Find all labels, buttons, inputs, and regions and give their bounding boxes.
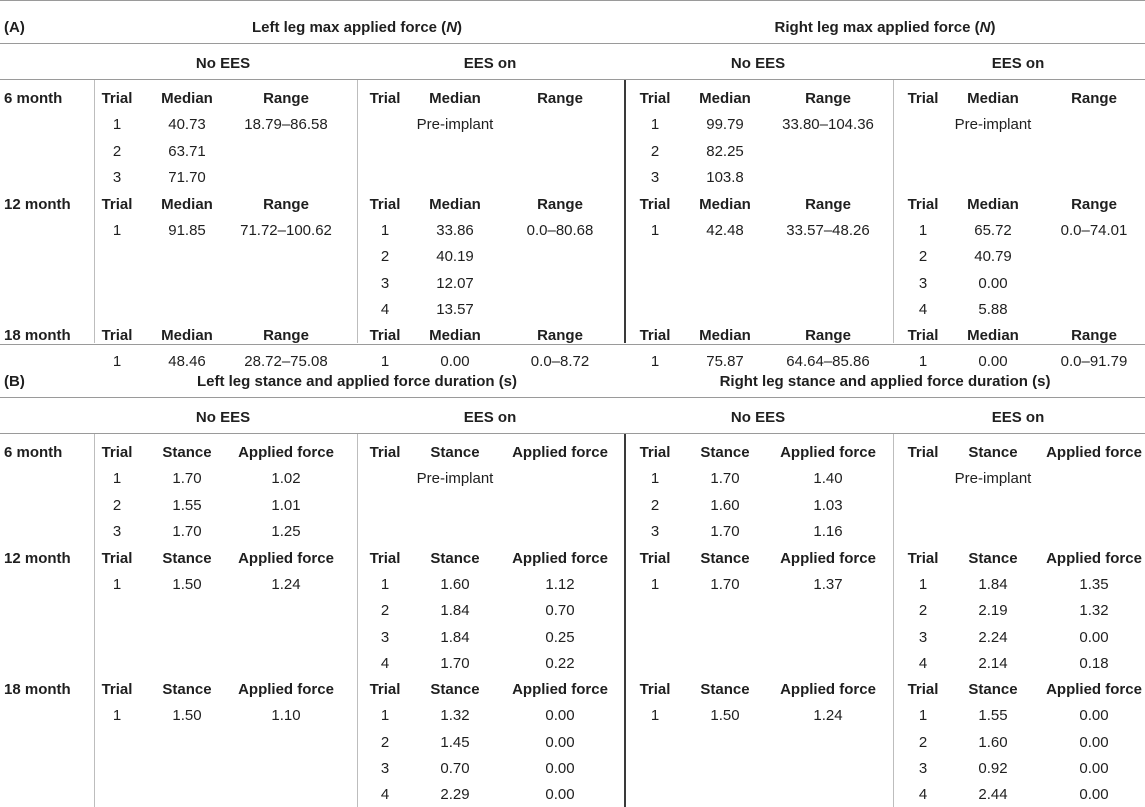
table-cell: 1.40 xyxy=(813,470,843,488)
table-cell: 3 xyxy=(650,522,660,540)
left-leg-title-part: Left leg max applied force ( xyxy=(251,19,447,36)
pre-implant-note: Pre-implant xyxy=(416,470,494,488)
table-cell: 1.84 xyxy=(440,602,470,620)
table-cell: 3 xyxy=(650,168,660,186)
column-header: Median xyxy=(699,90,751,107)
column-header: Applied force xyxy=(512,681,608,699)
column-header: Range xyxy=(537,195,583,213)
table-cell: 0.0–8.72 xyxy=(530,353,590,371)
table-cell: 1.03 xyxy=(813,496,843,514)
group-label: No EES xyxy=(730,409,786,426)
table-cell: 1.70 xyxy=(710,522,740,540)
table-cell: 1.01 xyxy=(271,496,301,514)
column-header: Stance xyxy=(700,549,750,567)
table-cell: 5.88 xyxy=(978,300,1008,318)
group-label: EES on xyxy=(463,409,517,426)
column-header: Median xyxy=(161,327,213,345)
column-header: Trial xyxy=(101,327,133,345)
table-cell: 71.70 xyxy=(168,168,206,186)
pre-implant-note: Pre-implant xyxy=(954,116,1032,134)
column-header: Stance xyxy=(162,681,212,699)
table-cell: 75.87 xyxy=(706,353,744,371)
column-header: Median xyxy=(699,195,751,213)
table-cell: 1.16 xyxy=(813,522,843,540)
group-label: No EES xyxy=(195,409,251,426)
table-cell: 99.79 xyxy=(706,116,744,134)
table-cell: 2.29 xyxy=(440,786,470,804)
column-header: Range xyxy=(537,327,583,345)
table-cell: 12.07 xyxy=(436,274,474,292)
column-header: Trial xyxy=(369,195,401,213)
section-divider-rule xyxy=(0,344,1145,345)
column-divider xyxy=(624,434,626,807)
column-header: Range xyxy=(805,90,851,107)
table-cell: 18.79–86.58 xyxy=(244,116,328,134)
table-cell: 1 xyxy=(650,116,660,134)
table-cell: 1 xyxy=(112,575,122,593)
table-cell: 0.0–91.79 xyxy=(1060,353,1128,371)
column-divider xyxy=(357,80,358,343)
table-cell: 3 xyxy=(112,522,122,540)
table-cell: 1.02 xyxy=(271,470,301,488)
table-cell: 1 xyxy=(918,353,928,371)
table-cell: 4 xyxy=(380,300,390,318)
column-header: Stance xyxy=(968,681,1018,699)
column-header: Stance xyxy=(430,444,480,461)
period-label: 12 month xyxy=(4,549,71,567)
column-header: Trial xyxy=(101,681,133,699)
column-header: Stance xyxy=(162,549,212,567)
table-cell: 1.55 xyxy=(172,496,202,514)
right-leg-title-part: N xyxy=(979,19,991,36)
table-cell: 0.00 xyxy=(1079,733,1109,751)
table-cell: 1.50 xyxy=(172,707,202,725)
table-cell: 1.10 xyxy=(271,707,301,725)
table-cell: 1.50 xyxy=(172,575,202,593)
column-header: Trial xyxy=(907,90,939,107)
column-header: Trial xyxy=(101,549,133,567)
period-label: 12 month xyxy=(4,195,71,213)
table-cell: 91.85 xyxy=(168,221,206,239)
table-cell: 0.00 xyxy=(978,353,1008,371)
table-cell: 0.00 xyxy=(440,353,470,371)
column-header: Trial xyxy=(369,444,401,461)
column-header: Range xyxy=(263,195,309,213)
right-leg-title xyxy=(775,19,996,37)
table-cell: 2.14 xyxy=(978,654,1008,672)
column-header: Trial xyxy=(907,681,939,699)
pre-implant-note: Pre-implant xyxy=(416,116,494,134)
left-leg-title xyxy=(252,19,462,37)
table-cell: 0.92 xyxy=(978,760,1008,777)
right-leg-title: Right leg stance and applied force duration (s) xyxy=(719,373,1051,390)
column-header: Applied force xyxy=(1046,549,1142,567)
table-cell: 1.24 xyxy=(813,707,843,725)
table-cell: 1.55 xyxy=(978,707,1008,725)
column-header: Median xyxy=(429,90,481,107)
column-divider xyxy=(893,80,894,343)
table-cell: 3 xyxy=(380,628,390,646)
table-cell: 1.12 xyxy=(545,575,575,593)
table-cell: 0.00 xyxy=(978,274,1008,292)
table-cell: 1 xyxy=(112,707,122,725)
table-cell: 2 xyxy=(380,602,390,620)
group-label: No EES xyxy=(195,55,251,72)
table-cell: 1.84 xyxy=(440,628,470,646)
table-cell: 4 xyxy=(380,654,390,672)
table-cell: 3 xyxy=(380,274,390,292)
table-cell: 1 xyxy=(650,353,660,371)
column-header: Applied force xyxy=(780,681,876,699)
column-header: Range xyxy=(1071,327,1117,345)
column-header: Median xyxy=(429,195,481,213)
column-header: Range xyxy=(1071,90,1117,107)
table-cell: 0.00 xyxy=(545,733,575,751)
table-cell: 1 xyxy=(112,221,122,239)
table-cell: 4 xyxy=(918,654,928,672)
table-cell: 0.22 xyxy=(545,654,575,672)
column-header: Trial xyxy=(101,195,133,213)
table-cell: 3 xyxy=(380,760,390,777)
table-cell: 1.84 xyxy=(978,575,1008,593)
column-divider xyxy=(94,434,95,807)
table-cell: 1.70 xyxy=(710,470,740,488)
column-header: Trial xyxy=(907,549,939,567)
column-header: Trial xyxy=(639,444,671,461)
column-header: Trial xyxy=(639,681,671,699)
column-header: Trial xyxy=(101,444,133,461)
table-cell: 0.25 xyxy=(545,628,575,646)
column-header: Trial xyxy=(639,327,671,345)
table-cell: 0.00 xyxy=(1079,628,1109,646)
table-cell: 1.50 xyxy=(710,707,740,725)
period-label: 6 month xyxy=(4,90,63,107)
column-header: Applied force xyxy=(238,681,334,699)
column-header: Trial xyxy=(639,90,671,107)
table-cell: 1.60 xyxy=(710,496,740,514)
column-header: Applied force xyxy=(780,549,876,567)
table-cell: 1.37 xyxy=(813,575,843,593)
table-cell: 2 xyxy=(918,248,928,266)
table-cell: 40.79 xyxy=(974,248,1012,266)
section-label: (A) xyxy=(4,19,25,36)
column-header: Trial xyxy=(907,327,939,345)
table-cell: 33.86 xyxy=(436,221,474,239)
table-cell: 1.35 xyxy=(1079,575,1109,593)
table-cell: 1.32 xyxy=(440,707,470,725)
table-cell: 2 xyxy=(380,248,390,266)
table-cell: 2 xyxy=(112,142,122,160)
table-cell: 1 xyxy=(918,707,928,725)
column-header: Median xyxy=(429,327,481,345)
table-cell: 1 xyxy=(650,221,660,239)
table-cell: 1 xyxy=(650,575,660,593)
column-header: Applied force xyxy=(512,549,608,567)
table-cell: 1.70 xyxy=(440,654,470,672)
column-header: Stance xyxy=(968,549,1018,567)
period-label: 6 month xyxy=(4,444,63,461)
table-cell: 71.72–100.62 xyxy=(240,221,332,239)
table-cell: 0.18 xyxy=(1079,654,1109,672)
table-cell: 1 xyxy=(650,707,660,725)
table-cell: 4 xyxy=(918,300,928,318)
table-cell: 2 xyxy=(380,733,390,751)
column-header: Trial xyxy=(907,444,939,461)
group-label: EES on xyxy=(463,55,517,72)
left-leg-title-part: ) xyxy=(457,19,463,36)
table-cell: 1 xyxy=(380,353,390,371)
table-cell: 3 xyxy=(112,168,122,186)
column-header: Trial xyxy=(369,681,401,699)
period-label: 18 month xyxy=(4,327,71,345)
table-cell: 1 xyxy=(380,707,390,725)
column-header: Applied force xyxy=(238,549,334,567)
right-leg-title-part: ) xyxy=(990,19,996,36)
table-cell: 1 xyxy=(650,470,660,488)
column-header: Stance xyxy=(162,444,212,461)
column-header: Applied force xyxy=(238,444,334,461)
column-header: Range xyxy=(805,195,851,213)
section-title-rule xyxy=(0,43,1145,44)
column-header: Trial xyxy=(907,195,939,213)
pre-implant-note: Pre-implant xyxy=(954,470,1032,488)
table-cell: 33.80–104.36 xyxy=(782,116,874,134)
column-header: Median xyxy=(699,327,751,345)
column-header: Trial xyxy=(639,195,671,213)
table-cell: 40.73 xyxy=(168,116,206,134)
column-header: Stance xyxy=(700,681,750,699)
table-cell: 1.25 xyxy=(271,522,301,540)
column-header: Trial xyxy=(369,90,401,107)
table-cell: 0.00 xyxy=(545,760,575,777)
table-cell: 1.60 xyxy=(440,575,470,593)
table-cell: 0.70 xyxy=(440,760,470,777)
table-cell: 3 xyxy=(918,274,928,292)
table-cell: 82.25 xyxy=(706,142,744,160)
column-header: Trial xyxy=(369,327,401,345)
group-label-rule xyxy=(0,79,1145,80)
table-cell: 1 xyxy=(380,221,390,239)
column-divider xyxy=(94,80,95,343)
left-leg-title-part: N xyxy=(446,19,458,36)
table-cell: 1 xyxy=(918,575,928,593)
section-title-rule xyxy=(0,397,1145,398)
column-header: Range xyxy=(263,327,309,345)
period-label: 18 month xyxy=(4,681,71,699)
table-cell: 0.00 xyxy=(1079,760,1109,777)
table-cell: 2 xyxy=(112,496,122,514)
column-divider xyxy=(893,434,894,807)
table-cell: 64.64–85.86 xyxy=(786,353,870,371)
table-cell: 0.70 xyxy=(545,602,575,620)
table-cell: 1 xyxy=(918,221,928,239)
column-header: Stance xyxy=(968,444,1018,461)
table-cell: 1 xyxy=(112,116,122,134)
column-divider xyxy=(624,80,626,343)
table-cell: 2.24 xyxy=(978,628,1008,646)
table-cell: 2.19 xyxy=(978,602,1008,620)
table-cell: 65.72 xyxy=(974,221,1012,239)
column-header: Median xyxy=(967,327,1019,345)
table-cell: 2 xyxy=(918,602,928,620)
table-cell: 1 xyxy=(380,575,390,593)
table-cell: 1 xyxy=(112,353,122,371)
table-cell: 0.00 xyxy=(1079,707,1109,725)
table-cell: 1.32 xyxy=(1079,602,1109,620)
table-cell: 103.8 xyxy=(706,168,744,186)
table-cell: 42.48 xyxy=(706,221,744,239)
column-header: Trial xyxy=(369,549,401,567)
table-cell: 63.71 xyxy=(168,142,206,160)
column-header: Trial xyxy=(101,90,133,107)
group-label: No EES xyxy=(730,55,786,72)
column-header: Median xyxy=(161,195,213,213)
table-cell: 0.00 xyxy=(545,786,575,804)
column-header: Median xyxy=(967,90,1019,107)
column-header: Stance xyxy=(700,444,750,461)
column-header: Applied force xyxy=(512,444,608,461)
table-cell: 1 xyxy=(112,470,122,488)
column-header: Median xyxy=(967,195,1019,213)
column-header: Applied force xyxy=(1046,681,1142,699)
column-header: Applied force xyxy=(1046,444,1142,461)
table-cell: 40.19 xyxy=(436,248,474,266)
right-leg-title-part: Right leg max applied force ( xyxy=(774,19,980,36)
table-cell: 4 xyxy=(380,786,390,804)
left-leg-title: Left leg stance and applied force duration (s) xyxy=(196,373,518,390)
table-cell: 2 xyxy=(918,733,928,751)
group-label: EES on xyxy=(991,409,1045,426)
table-cell: 0.00 xyxy=(1079,786,1109,804)
column-header: Stance xyxy=(430,549,480,567)
table-cell: 2 xyxy=(650,496,660,514)
table-cell: 3 xyxy=(918,760,928,777)
table-cell: 1.24 xyxy=(271,575,301,593)
column-header: Applied force xyxy=(780,444,876,461)
column-header: Range xyxy=(537,90,583,107)
table-cell: 0.0–80.68 xyxy=(526,221,594,239)
table-cell: 2 xyxy=(650,142,660,160)
column-divider xyxy=(357,434,358,807)
group-label-rule xyxy=(0,433,1145,434)
table-cell: 48.46 xyxy=(168,353,206,371)
table-cell: 1.45 xyxy=(440,733,470,751)
table-cell: 1.70 xyxy=(172,470,202,488)
column-header: Stance xyxy=(430,681,480,699)
table-cell: 1.60 xyxy=(978,733,1008,751)
table-cell: 0.00 xyxy=(545,707,575,725)
column-header: Range xyxy=(1071,195,1117,213)
table-cell: 4 xyxy=(918,786,928,804)
table-cell: 13.57 xyxy=(436,300,474,318)
table-cell: 1.70 xyxy=(172,522,202,540)
table-cell: 3 xyxy=(918,628,928,646)
column-header: Range xyxy=(805,327,851,345)
table-cell: 28.72–75.08 xyxy=(244,353,328,371)
table-cell: 1.70 xyxy=(710,575,740,593)
column-header: Trial xyxy=(639,549,671,567)
table-cell: 0.0–74.01 xyxy=(1060,221,1128,239)
table-cell: 33.57–48.26 xyxy=(786,221,870,239)
column-header: Range xyxy=(263,90,309,107)
column-header: Median xyxy=(161,90,213,107)
section-label: (B) xyxy=(4,373,25,390)
table-cell: 2.44 xyxy=(978,786,1008,804)
group-label: EES on xyxy=(991,55,1045,72)
